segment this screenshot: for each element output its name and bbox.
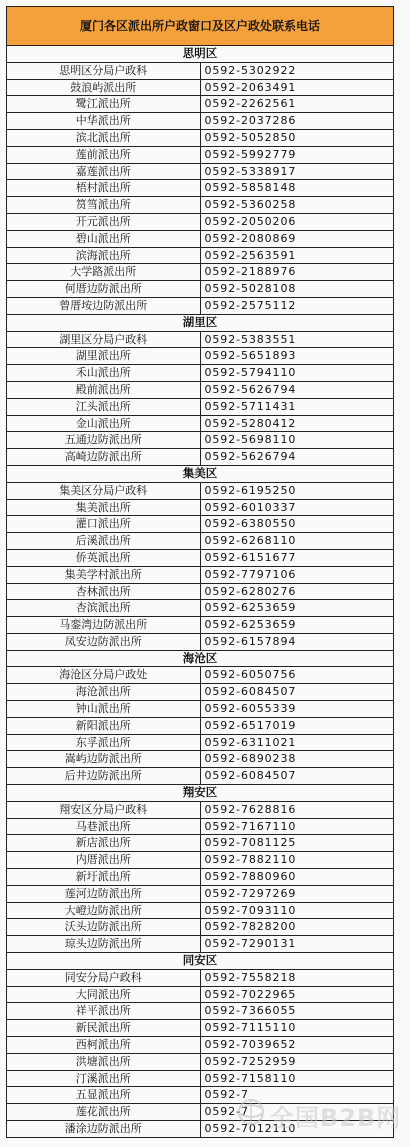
table-title-row xyxy=(7,7,394,46)
office-name: 翔安区分局户政科 xyxy=(7,801,201,818)
table-row xyxy=(7,331,394,348)
phone-number: 0592-2262561 xyxy=(200,96,394,113)
phone-number: 0592-5794110 xyxy=(200,365,394,382)
table-row xyxy=(7,1020,394,1037)
phone-number: 0592-5858148 xyxy=(200,180,394,197)
table-row xyxy=(7,365,394,382)
table-row xyxy=(7,297,394,314)
office-name: 滨北派出所 xyxy=(7,129,201,146)
phone-number: 0592-6380550 xyxy=(200,516,394,533)
table-row xyxy=(7,96,394,113)
phone-number: 0592-7297269 xyxy=(200,885,394,902)
table-row xyxy=(7,516,394,533)
section-name: 翔安区 xyxy=(7,785,394,802)
table-row xyxy=(7,566,394,583)
office-name: 琼头边防派出所 xyxy=(7,936,201,953)
table-row xyxy=(7,936,394,953)
office-name: 沃头边防派出所 xyxy=(7,919,201,936)
contact-table-body xyxy=(7,7,394,1138)
table-row xyxy=(7,146,394,163)
office-name: 大嶝边防派出所 xyxy=(7,902,201,919)
phone-number: 0592-7366055 xyxy=(200,1003,394,1020)
phone-number: 0592-6084507 xyxy=(200,768,394,785)
table-row xyxy=(7,1003,394,1020)
phone-number: 0592-5698110 xyxy=(200,432,394,449)
contact-table xyxy=(6,6,394,1138)
office-name: 灌口派出所 xyxy=(7,516,201,533)
office-name: 开元派出所 xyxy=(7,213,201,230)
phone-number: 0592-7290131 xyxy=(200,936,394,953)
table-row xyxy=(7,449,394,466)
office-name: 马銮湾边防派出所 xyxy=(7,617,201,634)
office-name: 嘉莲派出所 xyxy=(7,163,201,180)
office-name: 大同派出所 xyxy=(7,986,201,1003)
office-name: 梧村派出所 xyxy=(7,180,201,197)
phone-number: 0592-7012110 xyxy=(200,1121,394,1138)
office-name: 凤安边防派出所 xyxy=(7,633,201,650)
office-name: 滨海派出所 xyxy=(7,247,201,264)
office-name: 新店派出所 xyxy=(7,835,201,852)
table-row xyxy=(7,247,394,264)
phone-number: 0592-6280276 xyxy=(200,583,394,600)
table-row xyxy=(7,701,394,718)
table-row xyxy=(7,482,394,499)
phone-number: 0592-5028108 xyxy=(200,281,394,298)
table-title: 厦门各区派出所户政窗口及区户政处联系电话 xyxy=(7,7,394,46)
table-row xyxy=(7,986,394,1003)
office-name: 思明区分局户政科 xyxy=(7,62,201,79)
office-name: 集美区分局户政科 xyxy=(7,482,201,499)
office-name: 钟山派出所 xyxy=(7,701,201,718)
office-name: 马巷派出所 xyxy=(7,818,201,835)
globe-logo-icon xyxy=(236,1097,266,1127)
office-name: 海沧区分局户政处 xyxy=(7,667,201,684)
phone-number: 0592-5711431 xyxy=(200,398,394,415)
office-name: 潘涂边防派出所 xyxy=(7,1121,201,1138)
section-header-row xyxy=(7,650,394,667)
phone-number: 0592-7880960 xyxy=(200,869,394,886)
office-name: 湖里派出所 xyxy=(7,348,201,365)
table-row xyxy=(7,717,394,734)
office-name: 金山派出所 xyxy=(7,415,201,432)
table-row xyxy=(7,62,394,79)
phone-number: 0592-7558218 xyxy=(200,969,394,986)
watermark xyxy=(230,1093,406,1133)
table-row xyxy=(7,499,394,516)
office-name: 筼筜派出所 xyxy=(7,197,201,214)
office-name: 汀溪派出所 xyxy=(7,1070,201,1087)
office-name: 杏滨派出所 xyxy=(7,600,201,617)
table-row xyxy=(7,281,394,298)
phone-number: 0592-7115110 xyxy=(200,1020,394,1037)
office-name: 中华派出所 xyxy=(7,113,201,130)
phone-number: 0592-5338917 xyxy=(200,163,394,180)
office-name: 莲河边防派出所 xyxy=(7,885,201,902)
table-row xyxy=(7,869,394,886)
table-row xyxy=(7,1037,394,1054)
office-name: 何厝边防派出所 xyxy=(7,281,201,298)
table-row xyxy=(7,230,394,247)
phone-number: 0592-2575112 xyxy=(200,297,394,314)
table-row xyxy=(7,667,394,684)
phone-number: 0592-7882110 xyxy=(200,852,394,869)
phone-number: 0592-2080869 xyxy=(200,230,394,247)
phone-number: 0592-6055339 xyxy=(200,701,394,718)
table-row xyxy=(7,180,394,197)
phone-number: 0592-7628816 xyxy=(200,801,394,818)
phone-number: 0592-6268110 xyxy=(200,533,394,550)
table-row xyxy=(7,79,394,96)
phone-number: 0592-5383551 xyxy=(200,331,394,348)
office-name: 五显派出所 xyxy=(7,1087,201,1104)
office-name: 集美派出所 xyxy=(7,499,201,516)
section-name: 湖里区 xyxy=(7,314,394,331)
phone-number: 0592-7 xyxy=(200,1104,394,1121)
office-name: 后溪派出所 xyxy=(7,533,201,550)
table-row xyxy=(7,818,394,835)
office-name: 新阳派出所 xyxy=(7,717,201,734)
section-name: 同安区 xyxy=(7,953,394,970)
office-name: 祥平派出所 xyxy=(7,1003,201,1020)
watermark-text: 全国B2B网 xyxy=(270,1104,402,1132)
table-row xyxy=(7,549,394,566)
table-row xyxy=(7,835,394,852)
office-name: 西柯派出所 xyxy=(7,1037,201,1054)
phone-number: 0592-6890238 xyxy=(200,751,394,768)
phone-number: 0592-6253659 xyxy=(200,600,394,617)
table-row xyxy=(7,583,394,600)
phone-number: 0592-2037286 xyxy=(200,113,394,130)
phone-number: 0592-7022965 xyxy=(200,986,394,1003)
office-name: 鹭江派出所 xyxy=(7,96,201,113)
table-row xyxy=(7,533,394,550)
table-row xyxy=(7,1053,394,1070)
section-header-row xyxy=(7,953,394,970)
table-row xyxy=(7,264,394,281)
phone-number: 0592-2188976 xyxy=(200,264,394,281)
table-row xyxy=(7,113,394,130)
office-name: 侨英派出所 xyxy=(7,549,201,566)
office-name: 新民派出所 xyxy=(7,1020,201,1037)
table-row xyxy=(7,415,394,432)
phone-number: 0592-7797106 xyxy=(200,566,394,583)
office-name: 洪塘派出所 xyxy=(7,1053,201,1070)
phone-number: 0592-7828200 xyxy=(200,919,394,936)
phone-number: 0592-5992779 xyxy=(200,146,394,163)
phone-number: 0592-5052850 xyxy=(200,129,394,146)
office-name: 东孚派出所 xyxy=(7,734,201,751)
phone-number: 0592-5280412 xyxy=(200,415,394,432)
table-row xyxy=(7,751,394,768)
office-name: 集美学村派出所 xyxy=(7,566,201,583)
phone-number: 0592-2563591 xyxy=(200,247,394,264)
table-row xyxy=(7,633,394,650)
phone-number: 0592-6151677 xyxy=(200,549,394,566)
office-name: 内厝派出所 xyxy=(7,852,201,869)
office-name: 后井边防派出所 xyxy=(7,768,201,785)
table-row xyxy=(7,213,394,230)
table-row xyxy=(7,969,394,986)
section-name: 海沧区 xyxy=(7,650,394,667)
table-row xyxy=(7,129,394,146)
table-row xyxy=(7,163,394,180)
phone-number: 0592-7093110 xyxy=(200,902,394,919)
phone-number: 0592-6010337 xyxy=(200,499,394,516)
office-name: 莲花派出所 xyxy=(7,1104,201,1121)
office-name: 海沧派出所 xyxy=(7,684,201,701)
phone-number: 0592-7252959 xyxy=(200,1053,394,1070)
section-header-row xyxy=(7,314,394,331)
phone-number: 0592-5626794 xyxy=(200,381,394,398)
table-row xyxy=(7,398,394,415)
table-row xyxy=(7,768,394,785)
table-row xyxy=(7,617,394,634)
phone-number: 0592-2063491 xyxy=(200,79,394,96)
phone-number: 0592-5626794 xyxy=(200,449,394,466)
phone-number: 0592-6084507 xyxy=(200,684,394,701)
office-name: 莲前派出所 xyxy=(7,146,201,163)
table-row xyxy=(7,734,394,751)
phone-number: 0592-7167110 xyxy=(200,818,394,835)
table-row xyxy=(7,684,394,701)
section-name: 集美区 xyxy=(7,465,394,482)
table-row xyxy=(7,801,394,818)
section-header-row xyxy=(7,785,394,802)
office-name: 殿前派出所 xyxy=(7,381,201,398)
office-name: 湖里区分局户政科 xyxy=(7,331,201,348)
table-row xyxy=(7,432,394,449)
phone-number: 0592-5651893 xyxy=(200,348,394,365)
office-name: 大学路派出所 xyxy=(7,264,201,281)
office-name: 禾山派出所 xyxy=(7,365,201,382)
office-name: 高崎边防派出所 xyxy=(7,449,201,466)
phone-number: 0592-7158110 xyxy=(200,1070,394,1087)
section-header-row xyxy=(7,46,394,63)
phone-number: 0592-2050206 xyxy=(200,213,394,230)
office-name: 江头派出所 xyxy=(7,398,201,415)
office-name: 曾厝垵边防派出所 xyxy=(7,297,201,314)
phone-number: 0592-6195250 xyxy=(200,482,394,499)
phone-number: 0592-6157894 xyxy=(200,633,394,650)
phone-number: 0592-7 xyxy=(200,1087,394,1104)
office-name: 新圩派出所 xyxy=(7,869,201,886)
table-row xyxy=(7,348,394,365)
section-header-row xyxy=(7,465,394,482)
section-name: 思明区 xyxy=(7,46,394,63)
table-row xyxy=(7,902,394,919)
phone-number: 0592-7039652 xyxy=(200,1037,394,1054)
phone-number: 0592-5360258 xyxy=(200,197,394,214)
phone-number: 0592-5302922 xyxy=(200,62,394,79)
office-name: 同安分局户政科 xyxy=(7,969,201,986)
table-row xyxy=(7,852,394,869)
phone-number: 0592-7081125 xyxy=(200,835,394,852)
office-name: 鼓浪屿派出所 xyxy=(7,79,201,96)
table-row xyxy=(7,1070,394,1087)
table-row xyxy=(7,381,394,398)
table-row xyxy=(7,919,394,936)
phone-number: 0592-6517019 xyxy=(200,717,394,734)
phone-number: 0592-6050756 xyxy=(200,667,394,684)
table-row xyxy=(7,600,394,617)
table-row xyxy=(7,197,394,214)
phone-number: 0592-6311021 xyxy=(200,734,394,751)
office-name: 五通边防派出所 xyxy=(7,432,201,449)
office-name: 杏林派出所 xyxy=(7,583,201,600)
table-row xyxy=(7,885,394,902)
office-name: 碧山派出所 xyxy=(7,230,201,247)
office-name: 嵩屿边防派出所 xyxy=(7,751,201,768)
phone-number: 0592-6253659 xyxy=(200,617,394,634)
